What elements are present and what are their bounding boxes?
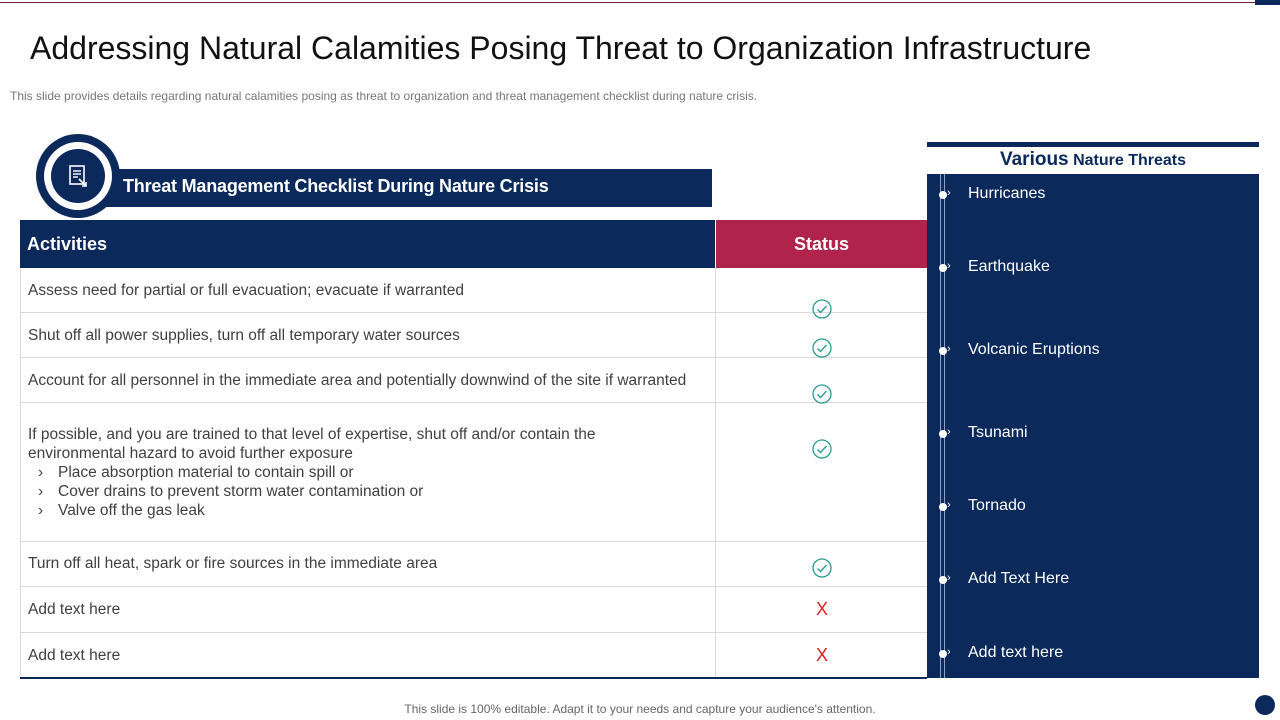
- top-corner-accent: [1255, 0, 1280, 5]
- page-indicator-dot: [1255, 695, 1275, 715]
- bullet-dot-icon: [939, 430, 947, 438]
- activity-text: Assess need for partial or full evacuation; evacuate if warranted: [28, 282, 464, 299]
- chevron-right-icon: ›: [947, 499, 951, 511]
- header-status: Status: [716, 220, 927, 268]
- activity-sub-list: [28, 463, 596, 520]
- threat-item: › Tornado: [927, 497, 1259, 519]
- bullet-dot-icon: [939, 191, 947, 199]
- threats-title: Various Nature Threats: [999, 149, 1187, 170]
- footer-note: This slide is 100% editable. Adapt it to your needs and capture your audience's attention.: [404, 702, 876, 716]
- list-item: › Place absorption material to contain spill or: [38, 464, 354, 481]
- chevron-right-icon: ›: [38, 464, 44, 481]
- list-item: › Cover drains to prevent storm water contamination or: [38, 483, 424, 500]
- cross-icon: X: [816, 599, 829, 619]
- threat-item: › Hurricanes: [927, 185, 1259, 207]
- table-row: [20, 403, 927, 542]
- threat-item: › Volcanic Eruptions: [927, 341, 1259, 363]
- table-bottom-border: [20, 677, 927, 679]
- check-icon: [812, 439, 832, 459]
- check-icon: [812, 338, 832, 358]
- threats-top-bar: [927, 142, 1259, 147]
- threats-panel: [927, 174, 1259, 678]
- bullet-dot-icon: [939, 650, 947, 658]
- table-header: [20, 220, 927, 268]
- chevron-right-icon: ›: [947, 646, 951, 658]
- checklist-title: Threat Management Checklist During Nature Crisis: [123, 176, 549, 196]
- top-divider: [0, 2, 1255, 3]
- activity-text: Add text here: [28, 601, 121, 618]
- threat-item: › Earthquake: [927, 258, 1259, 280]
- page-subtitle: This slide provides details regarding natural calamities posing as threat to organization and threat management checklist during nature crisis.: [10, 89, 758, 103]
- chevron-right-icon: ›: [947, 343, 951, 355]
- chevron-right-icon: ›: [947, 260, 951, 272]
- check-icon: [812, 558, 832, 578]
- chevron-right-icon: ›: [38, 483, 44, 500]
- chevron-right-icon: ›: [947, 426, 951, 438]
- threat-item: › Add text here: [927, 644, 1259, 666]
- table-row: [20, 313, 927, 358]
- cross-icon: X: [816, 645, 829, 665]
- table-row: [20, 633, 927, 678]
- header-activities: Activities: [20, 220, 715, 268]
- threat-item: › Tsunami: [927, 424, 1259, 446]
- bullet-dot-icon: [939, 503, 947, 511]
- chevron-right-icon: ›: [38, 502, 44, 519]
- page-title: Addressing Natural Calamities Posing Threat to Organization Infrastructure: [30, 30, 1092, 66]
- document-icon: [65, 163, 91, 189]
- chevron-right-icon: ›: [947, 572, 951, 584]
- table-row: [20, 542, 927, 587]
- activity-text-line: environmental hazard to avoid further exposure: [28, 445, 353, 462]
- bullet-dot-icon: [939, 264, 947, 272]
- chevron-right-icon: ›: [947, 187, 951, 199]
- table-row: [20, 268, 927, 313]
- activity-text: Shut off all power supplies, turn off all temporary water sources: [28, 327, 460, 344]
- activity-text: Turn off all heat, spark or fire sources in the immediate area: [28, 555, 438, 572]
- bullet-dot-icon: [939, 347, 947, 355]
- threat-item: › Add Text Here: [927, 570, 1259, 592]
- activity-text: Add text here: [28, 647, 121, 664]
- activity-text-line: If possible, and you are trained to that level of expertise, shut off and/or contain the: [28, 426, 596, 443]
- activity-text: Account for all personnel in the immediate area and potentially downwind of the site if warranted: [28, 372, 687, 389]
- checklist-badge-center: [51, 149, 105, 203]
- check-icon: [812, 384, 832, 404]
- list-item: › Valve off the gas leak: [38, 502, 205, 519]
- activity-text-block: [28, 425, 596, 520]
- table-row: [20, 587, 927, 633]
- table-row: [20, 358, 927, 403]
- bullet-dot-icon: [939, 576, 947, 584]
